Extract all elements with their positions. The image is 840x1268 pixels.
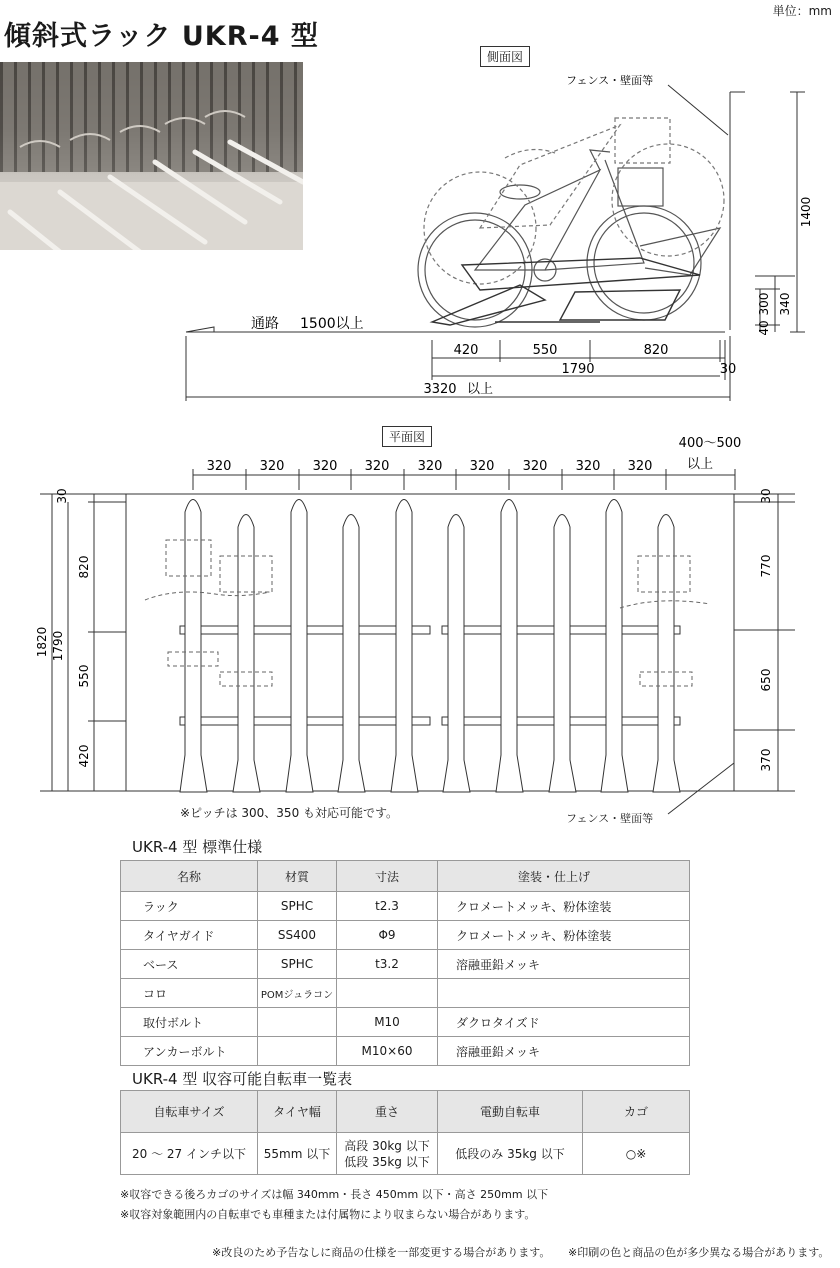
table-row: [121, 1037, 690, 1066]
spec-cell: 溶融亜鉛メッキ: [438, 950, 690, 979]
bike-cell-weight: [337, 1133, 438, 1175]
table-row: [121, 1133, 690, 1175]
left-dim-820: 820: [77, 555, 91, 579]
right-dim-770: 770: [759, 554, 773, 578]
spec-cell: SPHC: [258, 950, 337, 979]
spec-cell: 溶融亜鉛メッキ: [438, 1037, 690, 1066]
footer-note-color: ※印刷の色と商品の色が多少異なる場合があります。: [568, 1246, 830, 1259]
dim-1790: 1790: [561, 362, 595, 377]
table-row: [121, 950, 690, 979]
pitch-note: ※ピッチは 300、350 も対応可能です。: [180, 806, 399, 820]
dim-30: 30: [719, 362, 737, 377]
spec-cell: t3.2: [337, 950, 438, 979]
spec-cell: クロメートメッキ、粉体塗装: [438, 921, 690, 950]
spec-header: 塗装・仕上げ: [438, 861, 690, 892]
spec-cell: Φ9: [337, 921, 438, 950]
bike-table-title: UKR-4 型 収容可能自転車一覧表: [132, 1070, 353, 1088]
spec-cell: [438, 979, 690, 1008]
left-dim-1790: 1790: [51, 630, 65, 662]
bike-table-header-row: [121, 1091, 690, 1133]
plan-view-diagram: [0, 420, 840, 830]
spec-table-title: UKR-4 型 標準仕様: [132, 838, 263, 856]
pitch-2: 320: [259, 459, 285, 474]
spec-cell: [258, 1037, 337, 1066]
dim-40: 40: [757, 320, 771, 336]
bike-cell-size: 20 ～ 27 インチ以下: [121, 1133, 258, 1175]
spec-cell: 取付ボルト: [121, 1008, 258, 1037]
bike-header: 自転車サイズ: [121, 1091, 258, 1133]
dim-3320: 3320: [423, 382, 457, 397]
left-dim-550: 550: [77, 664, 91, 688]
table-row: [121, 1008, 690, 1037]
unit-label: 単位：mm: [772, 4, 832, 18]
page-title: 傾斜式ラック UKR-4 型: [4, 21, 319, 52]
right-dim-650: 650: [759, 668, 773, 692]
bike-header: 電動自転車: [438, 1091, 583, 1133]
footer-note-spec-change: ※改良のため予告なしに商品の仕様を一部変更する場合があります。: [212, 1246, 551, 1259]
spec-cell: SPHC: [258, 892, 337, 921]
dim-340: 340: [778, 292, 792, 316]
end-clearance-suffix: 以上: [686, 457, 714, 472]
spec-cell: [337, 979, 438, 1008]
spec-cell: タイヤガイド: [121, 921, 258, 950]
spec-cell: コロ: [121, 979, 258, 1008]
left-dim-1820: 1820: [35, 626, 49, 658]
spec-cell: ラック: [121, 892, 258, 921]
spec-table: [120, 860, 690, 1066]
side-view-label: 側面図: [480, 46, 530, 67]
table-row: [121, 921, 690, 950]
right-dim-lines: [734, 494, 795, 791]
spec-cell: M10: [337, 1008, 438, 1037]
pitch-9: 320: [627, 459, 653, 474]
plan-fence-label: フェンス・壁面等: [566, 812, 654, 825]
spec-cell: M10×60: [337, 1037, 438, 1066]
bike-cell-basket: ○※: [583, 1133, 690, 1175]
spec-cell: アンカーボルト: [121, 1037, 258, 1066]
bike-cell-tire: 55mm 以下: [258, 1133, 337, 1175]
side-fence-label: フェンス・壁面等: [566, 74, 654, 87]
bike-cell-electric: 低段のみ 35kg 以下: [438, 1133, 583, 1175]
plan-view-label: 平面図: [382, 426, 432, 447]
weight-upper: 高段 30kg 以下: [344, 1138, 430, 1153]
weight-lower: 低段 35kg 以下: [344, 1154, 430, 1169]
pitch-1: 320: [206, 459, 232, 474]
aisle-label: 通路: [251, 316, 279, 332]
right-dim-370: 370: [759, 748, 773, 772]
upper-bicycle-drawing: [424, 118, 724, 284]
plan-outline: [126, 494, 734, 791]
spec-header: 寸法: [337, 861, 438, 892]
dim-820: 820: [643, 343, 669, 358]
table-row: [121, 979, 690, 1008]
spec-cell: [258, 1008, 337, 1037]
bike-header: 重さ: [337, 1091, 438, 1133]
dim-420: 420: [453, 343, 479, 358]
note-fit-exception: ※収容対象範囲内の自転車でも車種または付属物により収まらない場合があります。: [120, 1208, 536, 1221]
rack-rails: [180, 500, 680, 793]
pitch-7: 320: [522, 459, 548, 474]
spec-table-header-row: [121, 861, 690, 892]
dim-550: 550: [532, 343, 558, 358]
spec-header: 名称: [121, 861, 258, 892]
spec-cell: t2.3: [337, 892, 438, 921]
left-dim-420: 420: [77, 744, 91, 768]
bike-table: [120, 1090, 690, 1175]
right-dim-30: 30: [759, 488, 773, 504]
pitch-4: 320: [364, 459, 390, 474]
spec-cell: ダクロタイズド: [438, 1008, 690, 1037]
dim-300: 300: [757, 292, 771, 316]
side-view-diagram: [0, 0, 840, 410]
left-dim-30: 30: [55, 488, 69, 504]
spec-cell: SS400: [258, 921, 337, 950]
spec-cell: クロメートメッキ、粉体塗装: [438, 892, 690, 921]
note-basket-size: ※収容できる後ろカゴのサイズは幅 340mm・長さ 450mm 以下・高さ 250mm 以下: [120, 1188, 549, 1201]
aisle-width: 1500以上: [300, 316, 364, 332]
pitch-6: 320: [469, 459, 495, 474]
aisle-arrow: [186, 327, 214, 332]
spec-cell: POMジュラコン: [258, 979, 337, 1008]
dim-1400: 1400: [799, 196, 813, 228]
end-clearance: 400～500: [678, 436, 742, 451]
fence-leader: [668, 85, 728, 135]
bike-outlines-dashed: [145, 540, 710, 686]
spec-cell: ベース: [121, 950, 258, 979]
pitch-8: 320: [575, 459, 601, 474]
bike-header: カゴ: [583, 1091, 690, 1133]
dim-3320-suffix: 以上: [466, 382, 494, 397]
pitch-3: 320: [312, 459, 338, 474]
table-row: [121, 892, 690, 921]
pitch-5: 320: [417, 459, 443, 474]
bike-header: タイヤ幅: [258, 1091, 337, 1133]
spec-header: 材質: [258, 861, 337, 892]
